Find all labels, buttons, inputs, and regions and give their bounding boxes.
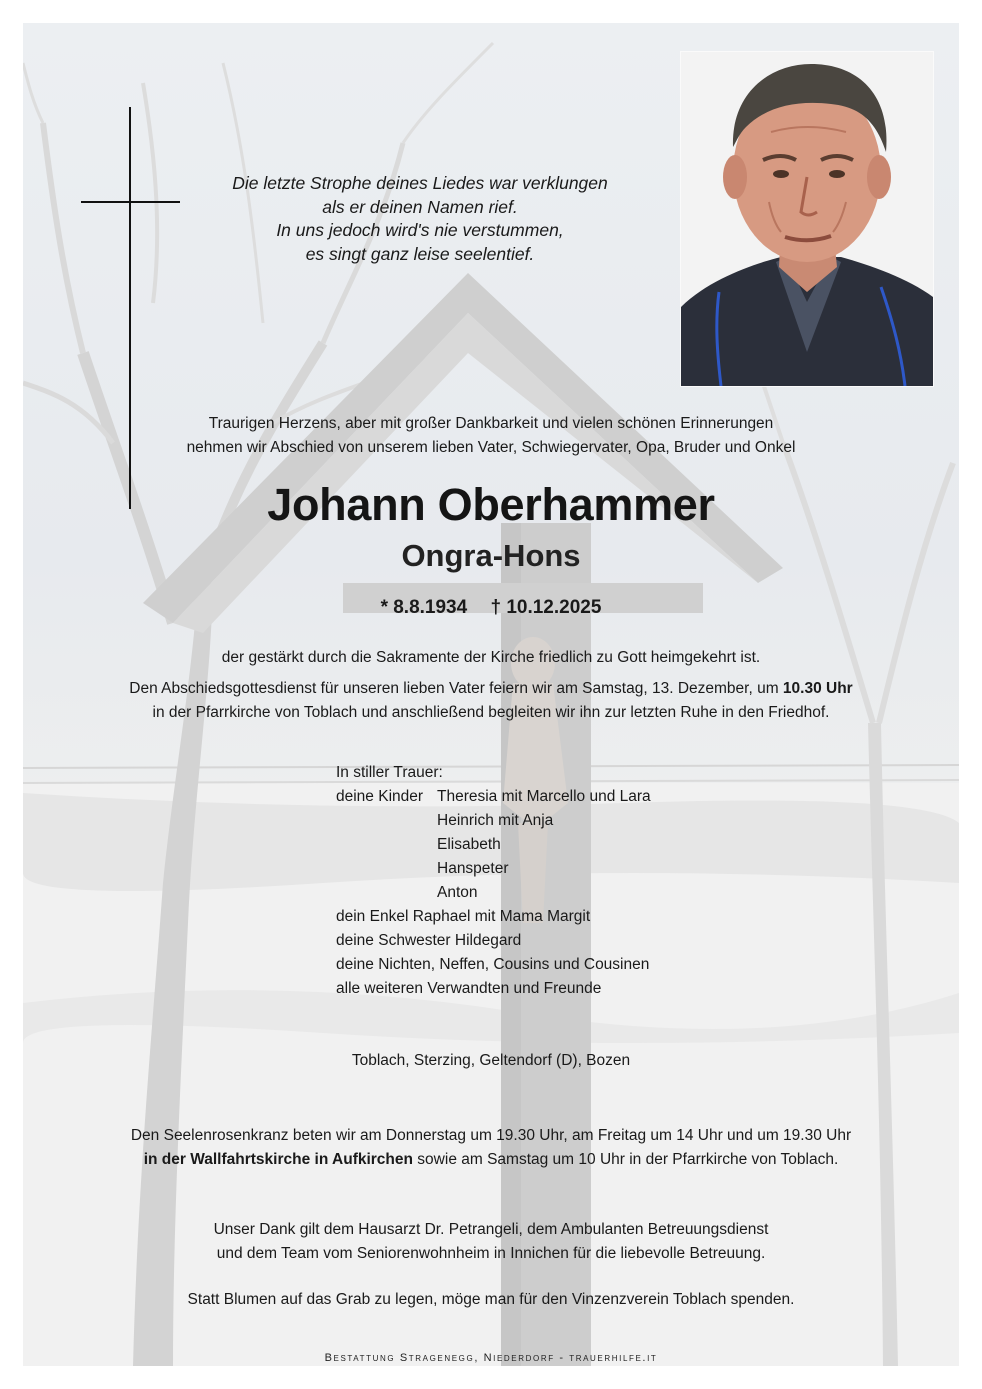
funeral-line: in der Pfarrkirche von Toblach und anschließend begleiten wir ihn zur letzten Ruhe in den Friedhof. — [152, 704, 830, 721]
intro-text — [0, 412, 982, 459]
mourner-entry: dein Enkel Raphael mit Mama Margit — [336, 908, 591, 925]
rosary-notice — [0, 1124, 982, 1172]
funeral-time: 10.30 Uhr — [782, 680, 853, 697]
verse-line: es singt ganz leise seelentief. — [305, 243, 535, 264]
death-date: † 10.12.2025 — [490, 597, 602, 618]
mourner-entry: Hanspeter — [437, 860, 509, 877]
mourner-entry: Heinrich mit Anja — [437, 812, 554, 829]
places-line: Toblach, Sterzing, Geltendorf (D), Bozen — [351, 1052, 631, 1069]
funeral-home-footer: Bestattung Stragenegg, Niederdorf - trauerhilfe.it — [324, 1352, 658, 1364]
rosary-church: in der Wallfahrtskirche in Aufkirchen — [143, 1151, 413, 1168]
thanks-notice — [0, 1218, 982, 1266]
memorial-verse — [150, 172, 690, 266]
mourners-heading: In stiller Trauer: — [336, 764, 443, 781]
funeral-notice — [0, 677, 982, 725]
portrait-photo — [680, 51, 934, 387]
thanks-line: und dem Team vom Seniorenwohnheim in Innichen für die liebevolle Betreuung. — [216, 1245, 766, 1262]
rosary-line-text: sowie am Samstag um 10 Uhr in der Pfarrkirche von Toblach. — [413, 1151, 839, 1168]
mourner-entry: Anton — [437, 884, 478, 901]
birth-date: * 8.8.1934 — [380, 597, 468, 618]
flowers-notice: Statt Blumen auf das Grab zu legen, möge man für den Vinzenzverein Toblach spenden. — [187, 1291, 795, 1308]
life-dates — [0, 597, 982, 619]
funeral-line — [0, 677, 982, 701]
intro-line: Traurigen Herzens, aber mit großer Dankbarkeit und vielen schönen Erinnerungen — [208, 415, 774, 432]
thanks-line: Unser Dank gilt dem Hausarzt Dr. Petrangeli, dem Ambulanten Betreuungsdienst — [213, 1221, 769, 1238]
mourner-row — [336, 785, 651, 809]
passed-text: der gestärkt durch die Sakramente der Kirche friedlich zu Gott heimgekehrt ist. — [221, 649, 761, 666]
portrait-image — [681, 52, 933, 386]
mourner-entry: deine Schwester Hildegard — [336, 932, 522, 949]
mourner-entry: deine Nichten, Neffen, Cousins und Cousinen — [336, 956, 650, 973]
intro-line: nehmen wir Abschied von unserem lieben Vater, Schwiegervater, Opa, Bruder und Onkel — [186, 438, 796, 456]
funeral-line-text: Den Abschiedsgottesdienst für unseren lieben Vater feiern wir am Samstag, 13. Dezember, um — [129, 680, 783, 697]
deceased-nickname: Ongra-Hons — [401, 538, 581, 573]
rosary-line: Den Seelenrosenkranz beten wir am Donnerstag um 19.30 Uhr, am Freitag um 14 Uhr und um 19.30 Uhr — [130, 1127, 852, 1144]
mourner-entry: Elisabeth — [437, 836, 501, 853]
children-label: deine Kinder — [336, 788, 424, 805]
deceased-name: Johann Oberhammer — [267, 479, 715, 530]
mourner-entry: Theresia mit Marcello und Lara — [437, 788, 651, 805]
rosary-line — [0, 1148, 982, 1172]
mourners-list — [336, 761, 651, 1001]
verse-line: In uns jedoch wird's nie verstummen, — [276, 220, 564, 240]
verse-line: als er deinen Namen rief. — [322, 196, 518, 217]
verse-line: Die letzte Strophe deines Liedes war verklungen — [232, 173, 608, 193]
mourner-entry: alle weiteren Verwandten und Freunde — [336, 980, 602, 997]
